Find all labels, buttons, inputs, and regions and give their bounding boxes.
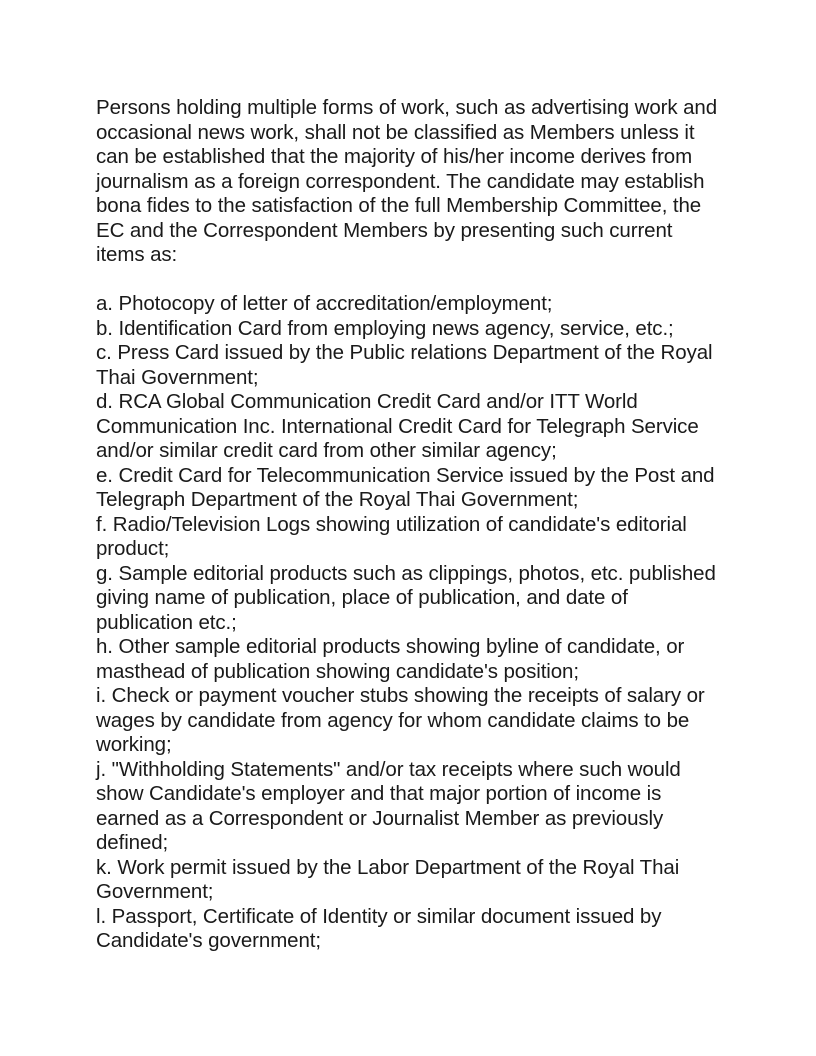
intro-paragraph: Persons holding multiple forms of work, such as advertising work and occasional news work, shall not be classified as Members unless it can be established that the majority of his/her income derives from journalism as a foreign correspondent. The candidate may establish bona fides to the satisfaction of the full Membership Committee, the EC and the Correspondent Members by presenting such current items as: <box>96 96 718 266</box>
requirements-list <box>96 292 726 954</box>
list-item-e: e. Credit Card for Telecommunication Service issued by the Post and Telegraph Department of the Royal Thai Government; <box>96 463 715 511</box>
list-item-b: b. Identification Card from employing news agency, service, etc.; <box>96 316 674 340</box>
list-item-g: g. Sample editorial products such as clippings, photos, etc. published giving name of publication, place of publication, and date of publication etc.; <box>96 561 716 634</box>
list-item-c: c. Press Card issued by the Public relations Department of the Royal Thai Government; <box>96 341 713 389</box>
list-item-f: f. Radio/Television Logs showing utilization of candidate's editorial product; <box>96 512 687 560</box>
document-page <box>96 96 726 954</box>
list-item-j: j. "Withholding Statements" and/or tax receipts where such would show Candidate's employer and that major portion of income is earned as a Correspondent or Journalist Member as previously defined; <box>96 757 681 854</box>
list-item-d: d. RCA Global Communication Credit Card and/or ITT World Communication Inc. International Credit Card for Telegraph Service and/or similar credit card from other similar agency; <box>96 390 699 462</box>
list-item-a: a. Photocopy of letter of accreditation/employment; <box>96 292 553 315</box>
list-item-i: i. Check or payment voucher stubs showing the receipts of salary or wages by candidate from agency for whom candidate claims to be working; <box>96 684 705 756</box>
list-item-h: h. Other sample editorial products showing byline of candidate, or masthead of publication showing candidate's position; <box>96 635 685 683</box>
list-item-l: l. Passport, Certificate of Identity or similar document issued by Candidate's government; <box>96 904 662 952</box>
list-item-k: k. Work permit issued by the Labor Department of the Royal Thai Government; <box>96 855 680 903</box>
